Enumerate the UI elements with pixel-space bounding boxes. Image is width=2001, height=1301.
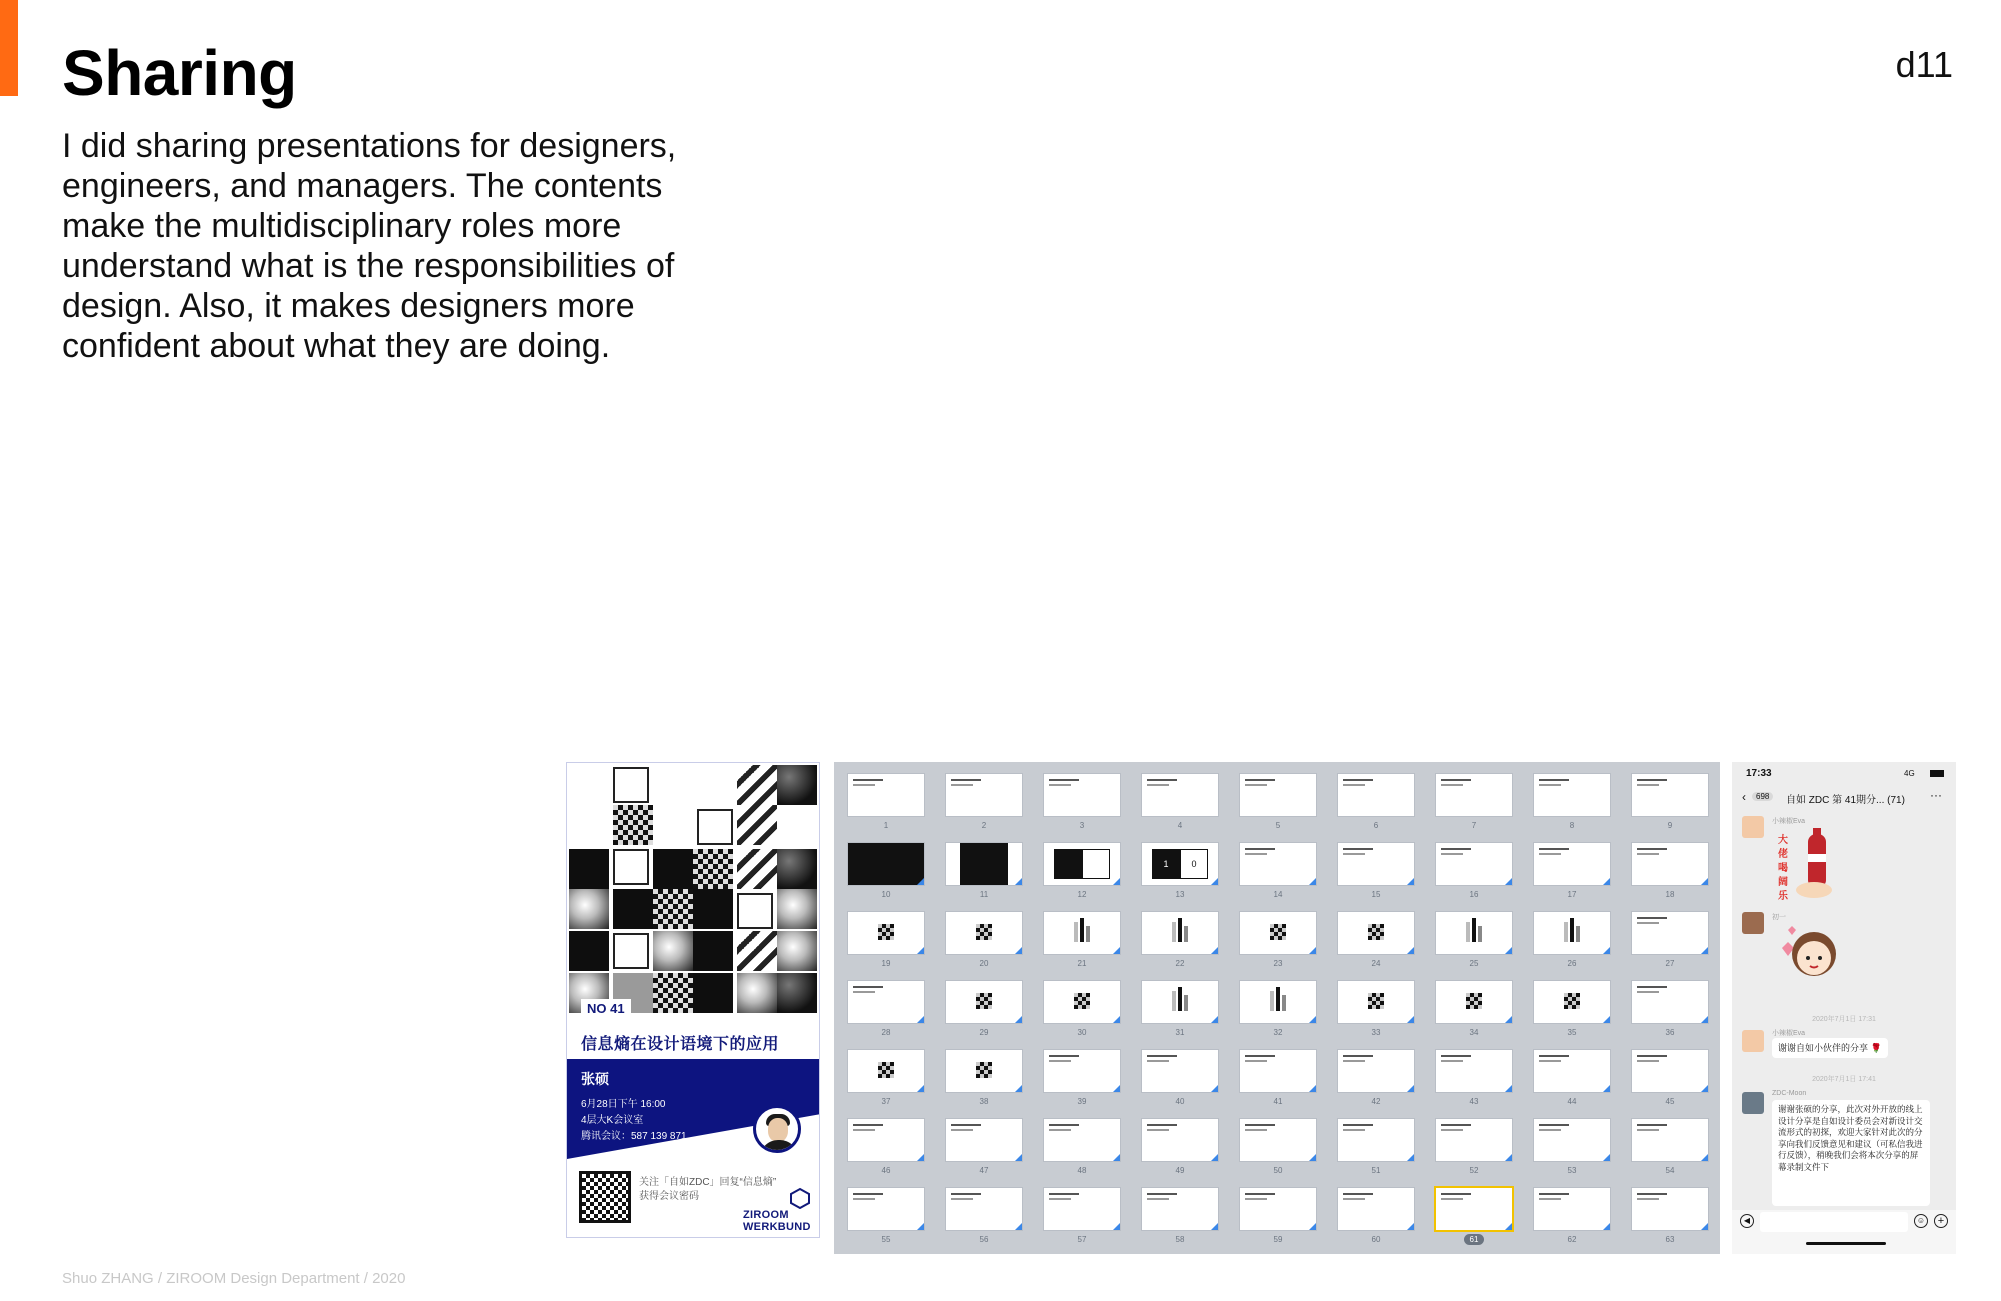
slide-number: 1 (883, 821, 889, 830)
slide-thumbnail[interactable] (1044, 1050, 1120, 1092)
slide-number: 44 (1567, 1097, 1577, 1106)
slide-number: 13 (1175, 890, 1185, 899)
slide-number: 36 (1665, 1028, 1675, 1037)
slide-thumbnail[interactable] (1436, 843, 1512, 885)
chat-message: 谢谢张硕的分享，此次对外开放的线上设计分享是自如设计委员会对新设计交流形式的初探，欢迎大家针对此次的分享向我们反馈意见和建议（可私信我进行反馈），稍晚我们会将本次分享的屏幕录制文件下 (1772, 1100, 1930, 1206)
chat-timestamp: 2020年7月1日 17:41 (1812, 1076, 1876, 1083)
slide-thumbnail[interactable] (1044, 774, 1120, 816)
slide-number: 7 (1471, 821, 1477, 830)
slide-number: 27 (1665, 959, 1675, 968)
slide-thumbnail[interactable] (946, 981, 1022, 1023)
event-poster (566, 762, 820, 1238)
slide-thumbnail[interactable] (1632, 1188, 1708, 1230)
slide-thumbnail[interactable] (848, 1050, 924, 1092)
poster-date: 6月28日下午 16:00 (581, 1099, 666, 1110)
girl-sticker (1774, 918, 1844, 988)
slide-thumbnail[interactable] (1338, 1119, 1414, 1161)
slide-thumbnail[interactable] (1338, 981, 1414, 1023)
slide-thumbnail[interactable] (1436, 1119, 1512, 1161)
poster-qr-line2: 获得会议密码 (639, 1191, 699, 1202)
sender-name: 小辣椒Eva (1772, 1030, 1806, 1037)
slide-thumbnail[interactable] (848, 843, 924, 885)
slide-number: 2 (981, 821, 987, 830)
poster-pattern-grid (569, 765, 819, 1015)
slide-thumbnail[interactable] (1142, 843, 1218, 885)
slide-number: 42 (1371, 1097, 1381, 1106)
poster-speaker: 张硕 (581, 1071, 609, 1087)
slide-number: 52 (1469, 1166, 1479, 1175)
slide-number: 19 (881, 959, 891, 968)
slide-thumbnail[interactable] (1142, 774, 1218, 816)
avatar (1742, 816, 1764, 838)
slide-thumbnail[interactable] (1044, 843, 1120, 885)
slide-number: 28 (881, 1028, 891, 1037)
page-title: Sharing (62, 37, 297, 109)
slide-thumbnail[interactable] (1044, 1188, 1120, 1230)
slide-thumbnail[interactable] (1142, 1119, 1218, 1161)
chat-input[interactable] (1760, 1212, 1908, 1232)
emoji-icon[interactable]: ☺ (1914, 1214, 1928, 1228)
slide-thumbnail[interactable] (1240, 1119, 1316, 1161)
slide-number: 10 (881, 890, 891, 899)
slide-number: 17 (1567, 890, 1577, 899)
slide-number: 54 (1665, 1166, 1675, 1175)
slide-thumbnail[interactable] (946, 774, 1022, 816)
poster-number-tag: NO 41 (581, 999, 631, 1018)
slide-thumbnail[interactable] (1534, 1119, 1610, 1161)
slide-thumbnail[interactable] (1632, 774, 1708, 816)
slide-number: 55 (881, 1235, 891, 1244)
chat-title: 自如 ZDC 第 41期分... (71) (1786, 795, 1905, 806)
slide-thumbnail[interactable] (1240, 912, 1316, 954)
slide-thumbnail[interactable] (1044, 981, 1120, 1023)
sender-name: ZDC-Moon (1772, 1090, 1807, 1097)
slide-thumbnail[interactable] (1534, 912, 1610, 954)
slide-number: 16 (1469, 890, 1479, 899)
slide-thumbnail[interactable] (1436, 774, 1512, 816)
slide-thumbnail[interactable] (1534, 981, 1610, 1023)
slide-number: 32 (1273, 1028, 1283, 1037)
status-signal: 4G (1904, 769, 1915, 778)
poster-brand-line1: ZIROOM (743, 1209, 789, 1221)
slide-thumbnail[interactable] (1632, 1119, 1708, 1161)
slide-number: 49 (1175, 1166, 1185, 1175)
slide-thumbnail[interactable] (1044, 1119, 1120, 1161)
slide-number: 3 (1079, 821, 1085, 830)
slide-thumbnail[interactable] (1338, 912, 1414, 954)
slide-thumbnail[interactable] (1534, 774, 1610, 816)
slide-number: 59 (1273, 1235, 1283, 1244)
poster-room: 4层大K会议室 (581, 1115, 644, 1126)
slide-number: 21 (1077, 959, 1087, 968)
slide-number: 33 (1371, 1028, 1381, 1037)
slide-thumbnail[interactable] (1436, 1050, 1512, 1092)
slide-thumbnail[interactable] (1436, 1188, 1512, 1230)
slide-number: 22 (1175, 959, 1185, 968)
slide-number: 35 (1567, 1028, 1577, 1037)
slide-thumbnail[interactable] (946, 843, 1022, 885)
slide-number: 31 (1175, 1028, 1185, 1037)
slide-number: 58 (1175, 1235, 1185, 1244)
battery-icon (1930, 770, 1944, 777)
slide-number: 38 (979, 1097, 989, 1106)
slide-thumbnail[interactable] (1240, 981, 1316, 1023)
slide-number: 51 (1371, 1166, 1381, 1175)
slide-thumbnail[interactable] (1142, 912, 1218, 954)
slide-number: 8 (1569, 821, 1575, 830)
slide-number: 62 (1567, 1235, 1577, 1244)
slide-number: 20 (979, 959, 989, 968)
slide-thumbnail[interactable] (848, 1188, 924, 1230)
voice-icon[interactable]: ◀ (1740, 1214, 1754, 1228)
slide-thumbnail[interactable] (1632, 1050, 1708, 1092)
slide-thumbnail[interactable] (1534, 843, 1610, 885)
slide-number: 23 (1273, 959, 1283, 968)
accent-bar (0, 0, 18, 96)
slide-thumbnail[interactable] (1632, 912, 1708, 954)
slide-number: 50 (1273, 1166, 1283, 1175)
avatar (1742, 1030, 1764, 1052)
slide-number: 41 (1273, 1097, 1283, 1106)
slide-number: 56 (979, 1235, 989, 1244)
slide-thumbnail[interactable] (848, 912, 924, 954)
slide-number: 4 (1177, 821, 1183, 830)
avatar (1742, 1092, 1764, 1114)
slide-number: 48 (1077, 1166, 1087, 1175)
slide-number: 25 (1469, 959, 1479, 968)
chat-screenshot (1732, 762, 1956, 1254)
slide-thumbnail[interactable] (1338, 1188, 1414, 1230)
werkbund-logo-icon (789, 1187, 811, 1209)
slide-digit: 0 (1180, 849, 1208, 879)
slide-number: 57 (1077, 1235, 1087, 1244)
slide-thumbnail[interactable] (848, 774, 924, 816)
slide-number: 26 (1567, 959, 1577, 968)
slide-thumbnail[interactable] (848, 1119, 924, 1161)
slide-number: 43 (1469, 1097, 1479, 1106)
slide-number: 34 (1469, 1028, 1479, 1037)
slide-thumbnail[interactable] (848, 981, 924, 1023)
slide-number: 60 (1371, 1235, 1381, 1244)
slide-thumbnail[interactable] (1142, 1188, 1218, 1230)
slide-number: 63 (1665, 1235, 1675, 1244)
chat-message: 谢谢自如小伙伴的分享 🌹 (1772, 1038, 1888, 1058)
slide-thumbnail[interactable] (1240, 774, 1316, 816)
slide-thumbnail[interactable] (1142, 1050, 1218, 1092)
sender-name: 初一 (1772, 914, 1786, 921)
slide-number: 46 (881, 1166, 891, 1175)
sticker-text: 大 佬 喝 阔 乐 (1778, 835, 1788, 902)
back-chevron-icon[interactable]: ‹ (1742, 790, 1746, 804)
status-time: 17:33 (1746, 768, 1772, 779)
home-indicator (1806, 1242, 1886, 1245)
slide-thumbnail[interactable] (1240, 1188, 1316, 1230)
slide-thumbnail[interactable] (1436, 981, 1512, 1023)
slide-number: 61 (1469, 1235, 1479, 1244)
slide-thumbnail[interactable] (1436, 912, 1512, 954)
slide-digit: 1 (1152, 849, 1180, 879)
slide-thumbnail[interactable] (1338, 843, 1414, 885)
slide-thumbnail[interactable] (946, 912, 1022, 954)
body-text: I did sharing presentations for designers, engineers, and managers. The contents make the multidisciplinary roles more understand what is the responsibilities of design. Also, it makes designers more confident about what they are doing. (62, 127, 677, 365)
slide-number: 14 (1273, 890, 1283, 899)
poster-meeting: 腾讯会议：587 139 871 (581, 1131, 687, 1142)
slide-number: 5 (1275, 821, 1281, 830)
slide-thumbnail[interactable] (1044, 912, 1120, 954)
slide-number: 15 (1371, 890, 1381, 899)
slide-number: 24 (1371, 959, 1381, 968)
slide-number: 45 (1665, 1097, 1675, 1106)
sender-name: 小辣椒Eva (1772, 818, 1806, 825)
footer-credit: Shuo ZHANG / ZIROOM Design Department / 2020 (62, 1270, 406, 1287)
page-number: d11 (1895, 44, 1953, 85)
slide-number: 37 (881, 1097, 891, 1106)
slide-thumbnail[interactable] (1338, 1050, 1414, 1092)
more-icon[interactable]: ··· (1930, 788, 1942, 802)
slide-thumbnail[interactable] (946, 1188, 1022, 1230)
plus-icon[interactable]: + (1934, 1214, 1948, 1228)
slide-number: 6 (1373, 821, 1379, 830)
slide-thumbnail[interactable] (1534, 1188, 1610, 1230)
slide-thumbnail[interactable] (1240, 1050, 1316, 1092)
speaker-avatar (753, 1105, 801, 1153)
slide-thumbnail[interactable] (1142, 981, 1218, 1023)
slide-number: 53 (1567, 1166, 1577, 1175)
slide-thumbnail[interactable] (1338, 774, 1414, 816)
slide-thumbnail[interactable] (1632, 981, 1708, 1023)
slide-overview-grid (834, 762, 1720, 1254)
slide-number: 47 (979, 1166, 989, 1175)
slide-number: 9 (1667, 821, 1673, 830)
slide-number: 29 (979, 1028, 989, 1037)
slide-thumbnail[interactable] (946, 1119, 1022, 1161)
slide-number: 12 (1077, 890, 1087, 899)
slide-number: 18 (1665, 890, 1675, 899)
slide-number: 40 (1175, 1097, 1185, 1106)
poster-headline: 信息熵在设计语境下的应用 (581, 1036, 780, 1053)
slide-number: 39 (1077, 1097, 1087, 1106)
slide-thumbnail[interactable] (1534, 1050, 1610, 1092)
slide-thumbnail[interactable] (946, 1050, 1022, 1092)
slide-thumbnail[interactable] (1632, 843, 1708, 885)
unread-badge: 698 (1752, 792, 1773, 801)
slide-number: 30 (1077, 1028, 1087, 1037)
avatar (1742, 912, 1764, 934)
qr-code (579, 1171, 631, 1223)
slide-thumbnail[interactable] (1240, 843, 1316, 885)
poster-brand-line2: WERKBUND (743, 1221, 811, 1233)
slide-number: 11 (979, 890, 989, 899)
chat-timestamp: 2020年7月1日 17:31 (1812, 1016, 1876, 1023)
poster-qr-line1: 关注「自如ZDC」回复“信息熵” (639, 1177, 777, 1188)
